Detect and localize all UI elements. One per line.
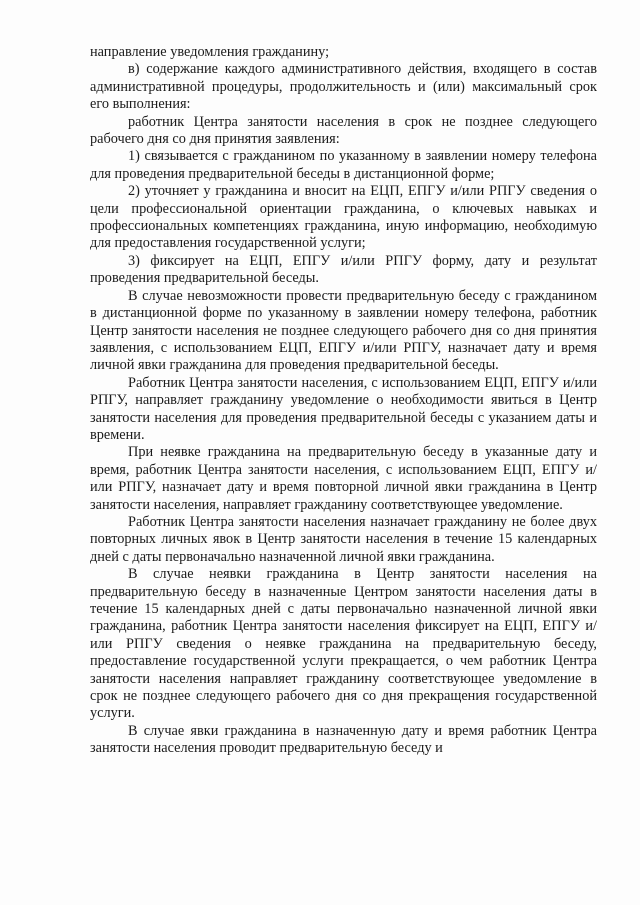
document-body	[90, 44, 597, 758]
paragraph-notification-visit: Работник Центра занятости населения, с использованием ЕЦП, ЕПГУ и/или РПГУ, направляет гражданину уведомление о необходимости явиться в Центр занятости населения для проведения предварительной беседы с указанием даты и времени.	[90, 374, 597, 443]
paragraph-employee-deadline: работник Центра занятости населения в срок не позднее следующего рабочего дня со дня принятия заявления:	[90, 113, 597, 148]
paragraph-item-v: в) содержание каждого административного действия, входящего в состав административной процедуры, продолжительность и (или) максимальный срок его выполнения:	[90, 61, 597, 113]
paragraph-attendance: В случае явки гражданина в назначенную дату и время работник Центра занятости населения проводит предварительную беседу и	[90, 722, 597, 757]
paragraph-max-repeats: Работник Центра занятости населения назначает гражданину не более двух повторных личных явок в Центр занятости населения в течение 15 календарных дней с даты первоначально назначенной личной явки гражданина.	[90, 513, 597, 565]
paragraph-step-2: 2) уточняет у гражданина и вносит на ЕЦП, ЕПГУ и/или РПГУ сведения о цели профессиональной ориентации гражданина, о ключевых навыках и профессиональных компетенциях гражданина, иную информацию, необходимую для предоставления государственной услуги;	[90, 183, 597, 252]
paragraph-step-1: 1) связывается с гражданином по указанному в заявлении номеру телефона для проведения предварительной беседы в дистанционной форме;	[90, 148, 597, 182]
paragraph-no-show-repeat: При неявке гражданина на предварительную беседу в указанные дату и время, работник Центра занятости населения, с использованием ЕЦП, ЕПГУ и/или РПГУ, назначает дату и время повторной личной явки гражданина в Центр занятости населения, направляет гражданину соответствующее уведомление.	[90, 444, 597, 513]
paragraph-termination: В случае неявки гражданина в Центр занятости населения на предварительную беседу в назначенные Центром занятости населения даты в течение 15 календарных дней с даты первоначально назначенной личной явки гражданина, работник Центра занятости населения фиксирует на ЕЦП, ЕПГУ и/или РПГУ сведения о неявке гражданина на предварительную беседу, предоставление государственной услуги прекращается, о чем работник Центра занятости населения направляет гражданину соответствующее уведомление в срок не позднее следующего рабочего дня со дня прекращения государственной услуги.	[90, 566, 597, 722]
paragraph-step-3: 3) фиксирует на ЕЦП, ЕПГУ и/или РПГУ форму, дату и результат проведения предварительной беседы.	[90, 252, 597, 287]
paragraph-notification-direction: направление уведомления гражданину;	[90, 44, 330, 60]
paragraph-remote-impossible: В случае невозможности провести предварительную беседу с гражданином в дистанционной форме по указанному в заявлении номеру телефона, работник Центр занятости населения не позднее следующего рабочего дня со дня принятия заявления, с использованием ЕЦП, ЕПГУ и/или РПГУ, назначает дату и время личной явки гражданина для проведения предварительной беседы.	[90, 287, 597, 374]
